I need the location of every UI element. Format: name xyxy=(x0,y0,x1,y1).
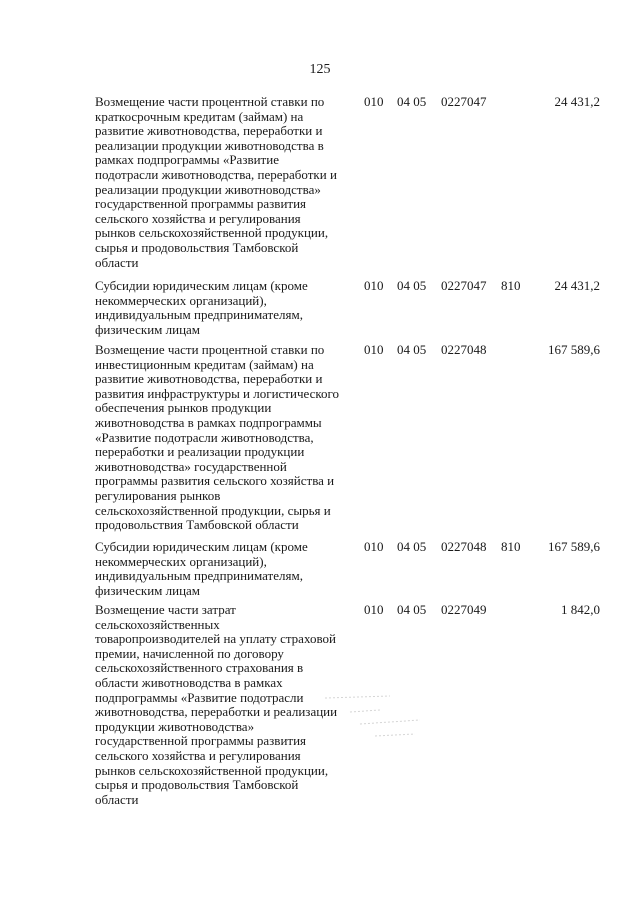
amount: 167 589,6 xyxy=(548,539,600,554)
description-line: сельского хозяйства и регулирования xyxy=(95,210,301,226)
description-line: сельского хозяйства и регулирования xyxy=(95,747,301,763)
description-line: животноводства» государственной xyxy=(95,458,287,474)
ministry-code: 010 xyxy=(364,539,384,554)
description-line: области xyxy=(95,791,139,807)
description-line: обеспечения рынков продукции xyxy=(95,400,272,416)
faded-stamp-mark xyxy=(320,690,430,750)
ministry-code: 010 xyxy=(364,602,384,617)
description-line: физическим лицам xyxy=(95,582,201,598)
description-line: развитие животноводства, переработки и xyxy=(95,371,323,387)
description-line: товаропроизводителей на уплату страховой xyxy=(95,631,336,647)
description-line: области xyxy=(95,254,139,270)
description-line: рамках подпрограммы «Развитие xyxy=(95,152,279,168)
description-line: реализации продукции животноводства в xyxy=(95,137,324,153)
description-line: подпрограммы «Развитие подотрасли xyxy=(95,689,304,705)
description-line: индивидуальным предпринимателям, xyxy=(95,568,303,584)
description-line: сельскохозяйственной продукции, сырья и xyxy=(95,502,331,518)
description-line: краткосрочным кредитам (займам) на xyxy=(95,108,304,124)
page-number: 125 xyxy=(309,62,331,77)
description-line: рынков сельскохозяйственной продукции, xyxy=(95,762,329,778)
description-line: сельскохозяйственного страхования в xyxy=(95,660,304,676)
row-description xyxy=(95,540,357,598)
description-line: развитие животноводства, переработки и xyxy=(95,123,323,139)
description-line: животноводства в рамках подпрограммы xyxy=(95,414,322,430)
description-line: развития инфраструктуры и логистического xyxy=(95,385,340,401)
section-code: 04 05 xyxy=(397,278,427,293)
amount: 1 842,0 xyxy=(561,602,600,617)
description-line: подотрасли животноводства, переработки и xyxy=(95,166,337,182)
target-article-code: 0227049 xyxy=(441,602,487,617)
section-code: 04 05 xyxy=(397,539,427,554)
target-article-code: 0227048 xyxy=(441,342,487,357)
ministry-code: 010 xyxy=(364,278,384,293)
description-line: премии, начисленной по договору xyxy=(95,645,284,661)
description-line: Возмещение части затрат xyxy=(95,602,236,617)
description-line: рынков сельскохозяйственной продукции, xyxy=(95,225,329,241)
row-description xyxy=(95,279,357,337)
section-code: 04 05 xyxy=(397,342,427,357)
description-line: переработки и реализации продукции xyxy=(95,444,305,460)
description-line: некоммерческих организаций), xyxy=(95,292,267,308)
ministry-code: 010 xyxy=(364,342,384,357)
description-line: физическим лицам xyxy=(95,321,201,337)
amount: 167 589,6 xyxy=(548,342,600,357)
description-line: сельскохозяйственных xyxy=(95,616,220,632)
description-line: программы развития сельского хозяйства и xyxy=(95,473,335,489)
description-line: реализации продукции животноводства» xyxy=(95,181,321,197)
row-description xyxy=(95,603,357,807)
description-line: регулирования рынков xyxy=(95,487,221,503)
description-line: продукции животноводства» xyxy=(95,718,255,734)
target-article-code: 0227048 xyxy=(441,539,487,554)
description-line: некоммерческих организаций), xyxy=(95,553,267,569)
expense-type-code: 810 xyxy=(501,278,521,293)
amount: 24 431,2 xyxy=(554,278,600,293)
description-line: животноводства, переработки и реализации xyxy=(95,704,338,720)
description-line: Субсидии юридическим лицам (кроме xyxy=(95,278,308,293)
description-line: инвестиционным кредитам (займам) на xyxy=(95,356,314,372)
section-code: 04 05 xyxy=(397,602,427,617)
section-code: 04 05 xyxy=(397,94,427,109)
description-line: индивидуальным предпринимателям, xyxy=(95,307,303,323)
description-line: сырья и продовольствия Тамбовской xyxy=(95,777,299,793)
description-line: Возмещение части процентной ставки по xyxy=(95,342,325,357)
description-line: государственной программы развития xyxy=(95,196,307,212)
description-line: государственной программы развития xyxy=(95,733,307,749)
target-article-code: 0227047 xyxy=(441,94,487,109)
description-line: продовольствия Тамбовской области xyxy=(95,517,299,533)
row-description xyxy=(95,95,357,270)
target-article-code: 0227047 xyxy=(441,278,487,293)
expense-type-code: 810 xyxy=(501,539,521,554)
row-description xyxy=(95,343,357,533)
description-line: Субсидии юридическим лицам (кроме xyxy=(95,539,308,554)
description-line: «Развитие подотрасли животноводства, xyxy=(95,429,314,445)
description-line: Возмещение части процентной ставки по xyxy=(95,94,325,109)
amount: 24 431,2 xyxy=(554,94,600,109)
description-line: области животноводства в рамках xyxy=(95,674,283,690)
description-line: сырья и продовольствия Тамбовской xyxy=(95,239,299,255)
ministry-code: 010 xyxy=(364,94,384,109)
